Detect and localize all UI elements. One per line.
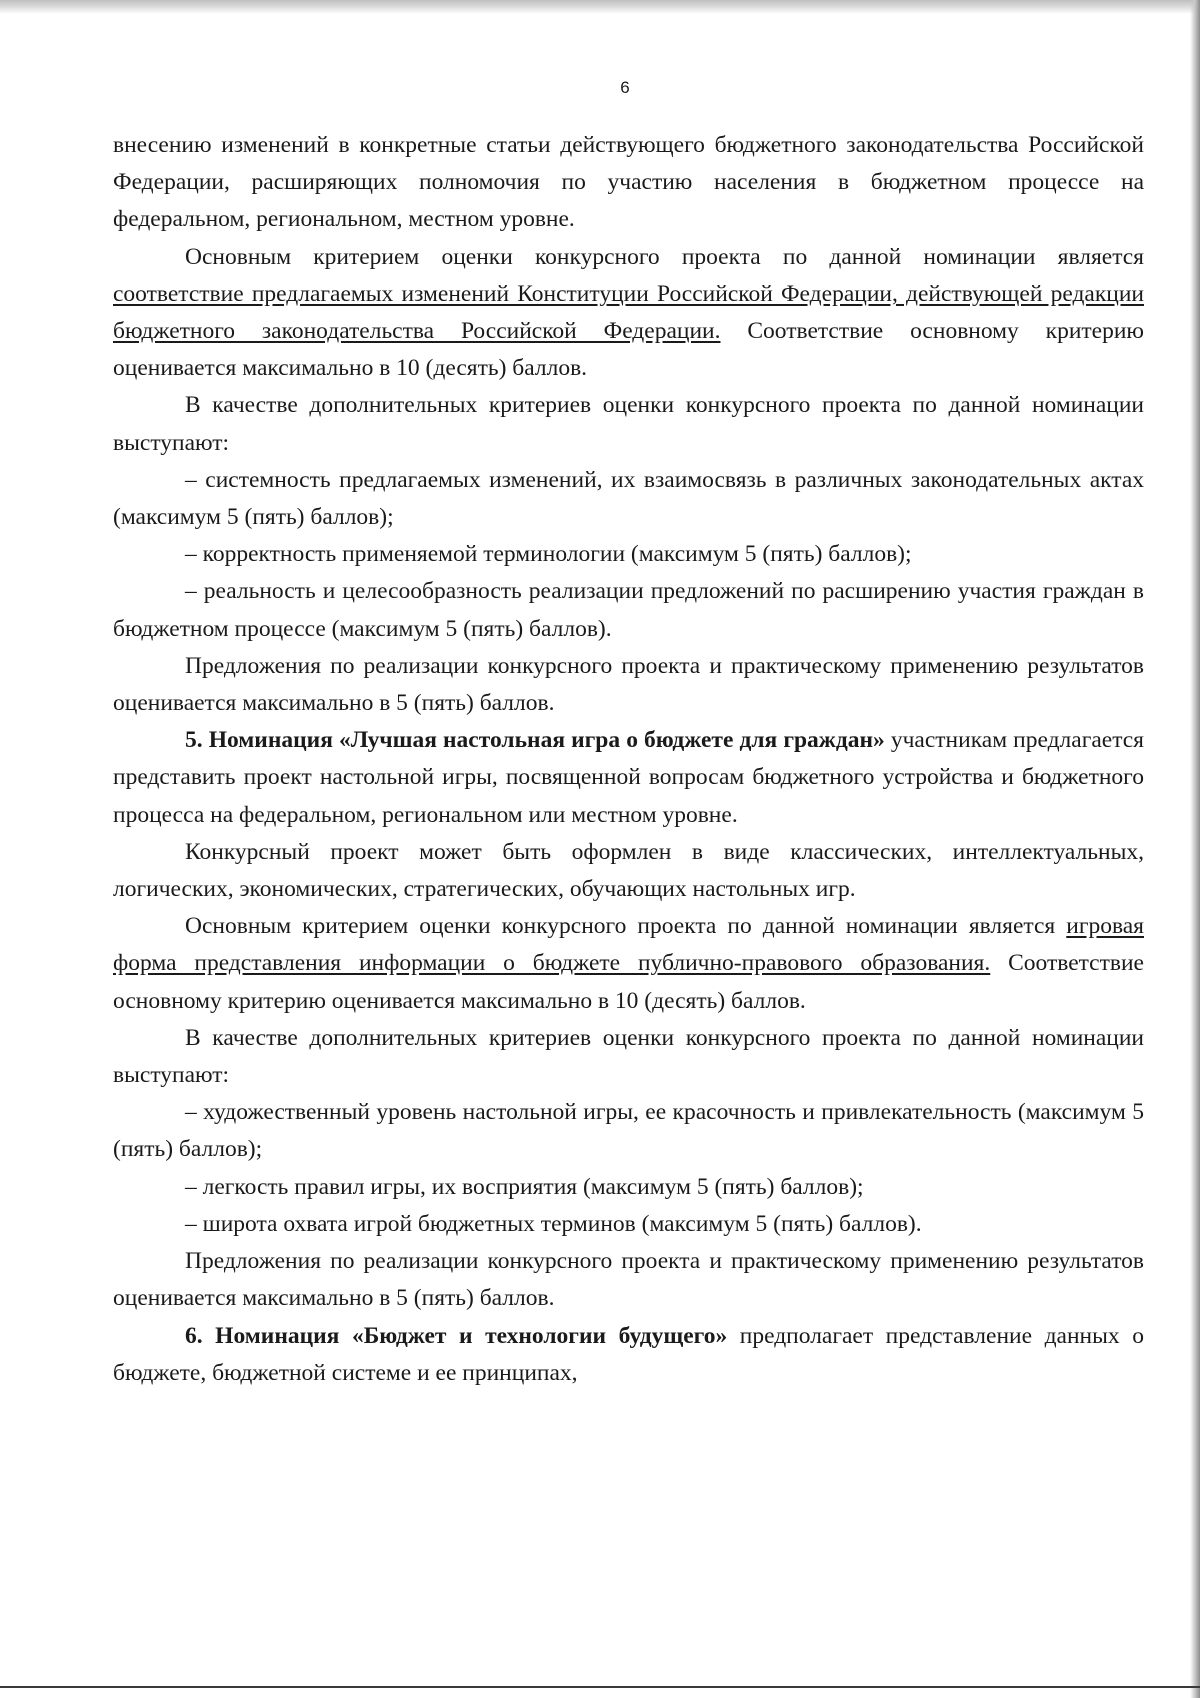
scan-edge-bottom	[0, 1686, 1200, 1688]
paragraph-proposals-1: Предложения по реализации конкурсного проекта и практическому применению результатов оценивается максимально в 5 (пять) баллов.	[113, 652, 1144, 717]
list-item-systemic-changes: – системность предлагаемых изменений, их взаимосвязь в различных законодательных актах (максимум 5 (пять) баллов);	[113, 466, 1144, 531]
paragraph-proposals-2: Предложения по реализации конкурсного проекта и практическому применению результатов оценивается максимально в 5 (пять) баллов.	[113, 1248, 1144, 1312]
paragraph-continuation: внесению изменений в конкретные статьи действующего бюджетного законодательства Российской Федерации, расширяющих полномочия по участию населения в бюджетном процессе на федеральном, региональном, местном уровне.	[113, 132, 1144, 233]
paragraph-main-criterion-1	[113, 239, 1144, 388]
criterion-score-text: Соответствие основному критерию оценивается максимально в 10 (десять) баллов.	[113, 318, 1144, 382]
nomination-6-heading: 6. Номинация «Бюджет и технологии будущего»	[185, 1322, 728, 1349]
list-item-feasibility: – реальность и целесообразность реализации предложений по расширению участия граждан в бюджетном процессе (максимум 5 (пять) баллов).	[113, 578, 1144, 642]
criterion-score-text: Соответствие основному критерию оценивается максимально в 10 (десять) баллов.	[113, 950, 1144, 1014]
nomination-6-text: предполагает представление данных о бюджете, бюджетной системе и ее принципах,	[113, 1322, 1144, 1386]
list-item-rules-ease: – легкость правил игры, их восприятия (максимум 5 (пять) баллов);	[185, 1173, 864, 1200]
nomination-5-heading: 5. Номинация «Лучшая настольная игра о бюджете для граждан»	[185, 727, 885, 754]
paragraph-nomination-5	[113, 722, 1144, 834]
page-number: 6	[620, 78, 630, 97]
paragraph-main-criterion-2	[113, 908, 1144, 1020]
paragraph-additional-criteria-intro-1: В качестве дополнительных критериев оценки конкурсного проекта по данной номинации выступают:	[113, 392, 1144, 456]
criterion-underlined-text: соответствие предлагаемых изменений Конституции Российской Федерации, действующей редакции бюджетного законодательства Российской Федерации.	[113, 280, 1144, 345]
nomination-5-text: участникам предлагается представить проект настольной игры, посвященной вопросам бюджетного устройства и бюджетного процесса на федеральном, региональном или местном уровне.	[113, 727, 1144, 828]
criterion-lead-text: Основным критерием оценки конкурсного проекта по данной номинации является	[185, 243, 1144, 270]
criterion-underlined-text: игровая форма представления информации о бюджете публично-правового образования.	[113, 913, 1144, 977]
paragraph-nomination-6	[113, 1318, 1144, 1392]
document-body	[113, 127, 1144, 1392]
criterion-lead-text: Основным критерием оценки конкурсного проекта по данной номинации является	[185, 913, 1067, 940]
scan-shadow-right	[1190, 0, 1200, 1698]
scan-shadow-top	[0, 0, 1200, 14]
paragraph-additional-criteria-intro-2: В качестве дополнительных критериев оценки конкурсного проекта по данной номинации выступают:	[113, 1024, 1144, 1089]
list-item-artistic-level: – художественный уровень настольной игры, ее красочность и привлекательность (максимум 5 (пять) баллов);	[113, 1099, 1144, 1163]
paragraph-game-formats: Конкурсный проект может быть оформлен в виде классических, интеллектуальных, логических, экономических, стратегических, обучающих настольных игр.	[113, 838, 1144, 903]
list-item-term-coverage: – широта охвата игрой бюджетных терминов (максимум 5 (пять) баллов).	[185, 1210, 922, 1237]
list-item-terminology: – корректность применяемой терминологии (максимум 5 (пять) баллов);	[185, 541, 912, 568]
